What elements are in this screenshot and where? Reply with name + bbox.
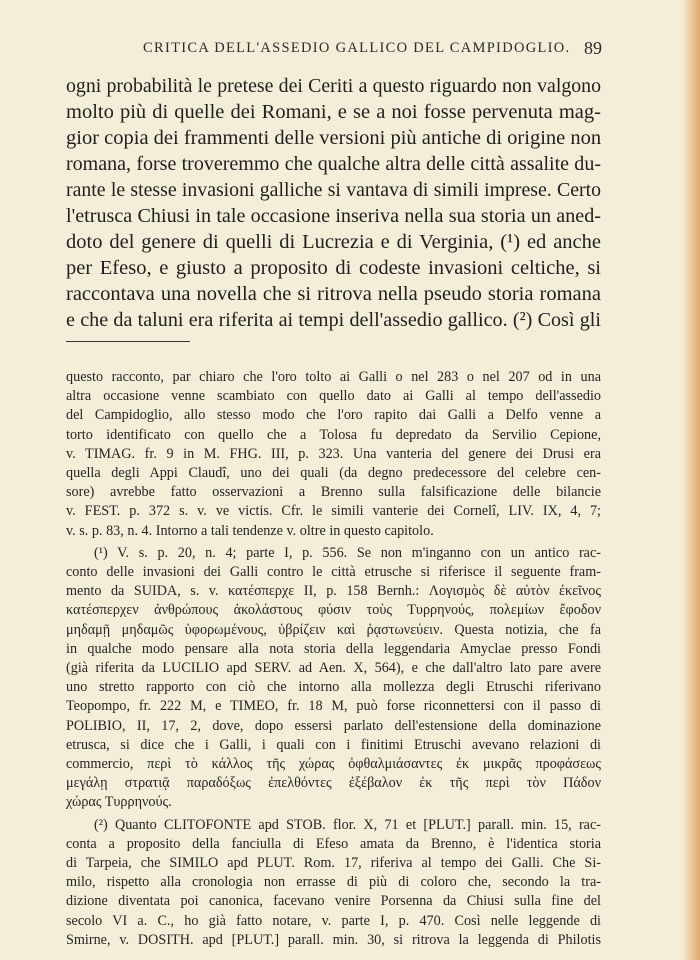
footnote-line: (²) Quanto CLITOFONTE apd STOB. flor. X, 71 et [PLUT.] parall. min. 15, rac- [94, 816, 601, 833]
footnote-line: mento da SUIDA, s. v. κατέσπερχε II, p. 158 Bernh.: Λογισμὸς δὲ αὐτὸν ἐκεῖνος [66, 583, 601, 600]
footnote-line: in qualche modo pensare alla nota storia della leggendaria Amyclae presso Fondi [66, 640, 601, 657]
footnote-line: μεγάλῃ στρατιᾷ παραδόξως ἐπελθόντες ἐξέβαλον ἐκ τῆς περὶ τὸν Πάδον [66, 775, 601, 792]
text-line: l'etrusca Chiusi in tale occasione inseriva nella sua storia un aned- [66, 205, 601, 227]
footnote-line: v. TIMAG. fr. 9 in M. FHG. III, p. 323. Una vanteria del genere dei Drusi era [66, 445, 601, 462]
text-line: per Efeso, e giusto a proposito di codeste invasioni celtiche, si [66, 257, 601, 279]
footnote-continuation [66, 368, 601, 541]
footnote-line: POLIBIO, II, 17, 2, dove, dopo essersi parlato dell'estensione della dominazione [66, 717, 601, 734]
footnote-line: commercio, περὶ τὸ κάλλος τῆς χώρας ὀφθαλμιάσαντες ἐκ μικρᾶς προφάσεως [66, 756, 601, 773]
running-title: CRITICA DELL'ASSEDIO GALLICO DEL CAMPIDOGLIO. [143, 40, 571, 56]
footnote-2 [66, 816, 601, 950]
footnote-line: (¹) V. s. p. 20, n. 4; parte I, p. 556. Se non m'inganno con un antico rac- [94, 544, 601, 561]
text-line: ogni probabilità le pretese dei Ceriti a questo riguardo non valgono [66, 75, 601, 97]
footnote-line: (già riferita da LUCILIO apd SERV. ad Aen. X, 564), e che dall'altro lato pare avere [66, 660, 601, 677]
footnote-line: μηδαμῇ μηδαμῶς ὑφορωμένους, ὑβρίζειν καὶ ῥᾳστωνεύειν. Questa notizia, che fa [66, 621, 601, 638]
footnote-line: conto delle invasioni dei Galli contro le città etrusche si riferisce il seguente fram- [66, 564, 601, 581]
footnote-line: sore) avrebbe fatto osservazioni a Brenno sulla falsificazione delle bilancie [66, 484, 601, 501]
footnote-line: κατέσπερχεν ἀνθρώπους ἀκολάστους φύσιν τοὺς Τυρρηνούς, πολεμίων ἔφοδον [66, 602, 601, 619]
main-text [66, 73, 601, 333]
footnote-line: secolo VI a. C., ho già fatto notare, v. parte I, p. 470. Così nelle leggende di [66, 912, 601, 929]
footnote-line: Teopompo, fr. 222 M, e TIMEO, fr. 18 M, può forse riconnettersi con il passo di [66, 698, 601, 715]
text-line: molto più di quelle dei Romani, e se a noi fosse pervenuta mag- [66, 101, 601, 123]
footnote-1 [66, 544, 601, 813]
footnote-line: altra occasione venne scambiato con quello dato ai Galli al tempo dell'assedio [66, 388, 601, 405]
footnote-line: del Campidoglio, allo stesso modo che l'oro rapito dai Galli a Delfo venne a [66, 407, 601, 424]
footnote-line: questo racconto, par chiaro che l'oro tolto ai Galli o nel 283 o nel 207 od in una [66, 369, 601, 385]
text-line: gior copia dei frammenti delle versioni più antiche di origine non [66, 127, 602, 149]
footnote-line: di Tarpeia, che SIMILO apd PLUT. Rom. 17, riferiva al tempo dei Galli. Che Si- [66, 855, 601, 872]
text-line: rante le stesse invasioni galliche si vantava di simili imprese. Certo [66, 179, 601, 201]
footnote-rule [66, 341, 190, 342]
footnote-line: dizione diventata poi canonica, facevano venire Porsenna da Chiusi sulla fine del [66, 893, 601, 910]
text-line: romana, forse troveremmo che qualche altra delle città assalite du- [66, 153, 601, 175]
footnote-line: uno stretto rapporto con ciò che intorno alla mollezza degli Etruschi riferivano [66, 679, 601, 696]
text-line: raccontava una novella che si ritrova nella pseudo storia romana [66, 283, 601, 305]
footnote-line: χώρας Τυρρηνούς. [66, 794, 172, 811]
text-line: doto del genere di quelli di Lucrezia e di Verginia, (¹) ed anche [66, 231, 601, 253]
footnote-line: v. s. p. 83, n. 4. Intorno a tali tendenze v. oltre in questo capitolo. [66, 522, 434, 539]
running-head [0, 38, 700, 62]
footnote-line: Smirne, v. DOSITH. apd [PLUT.] parall. min. 30, si ritrova la leggenda di Philotis [66, 931, 601, 948]
footnotes [66, 368, 601, 950]
footnote-line: v. FEST. p. 372 s. v. ve victis. Cfr. le simili vanterie dei Cornelî, LIV. IX, 4, 7; [66, 503, 601, 520]
footnote-line: etrusca, si dice che i Galli, i quali con i finitimi Etruschi avevano relazioni di [66, 736, 601, 753]
footnote-line: quella degli Appi Claudî, uno dei quali (da degno predecessore del celebre cen- [66, 465, 601, 482]
text-line: e che da taluni era riferita ai tempi dell'assedio gallico. (²) Così gli [66, 309, 601, 331]
footnote-line: conta a proposito della fanciulla di Efeso amata da Brenno, è l'identica storia [66, 835, 601, 852]
footnote-line: torto identificato con quello che a Tolosa fu depredato da Servilio Cepione, [66, 426, 601, 443]
footnote-line: milo, rispetto alla cronologia non errasse di più di coloro che, secondo la tra- [66, 874, 601, 891]
page-number: 89 [584, 38, 602, 58]
